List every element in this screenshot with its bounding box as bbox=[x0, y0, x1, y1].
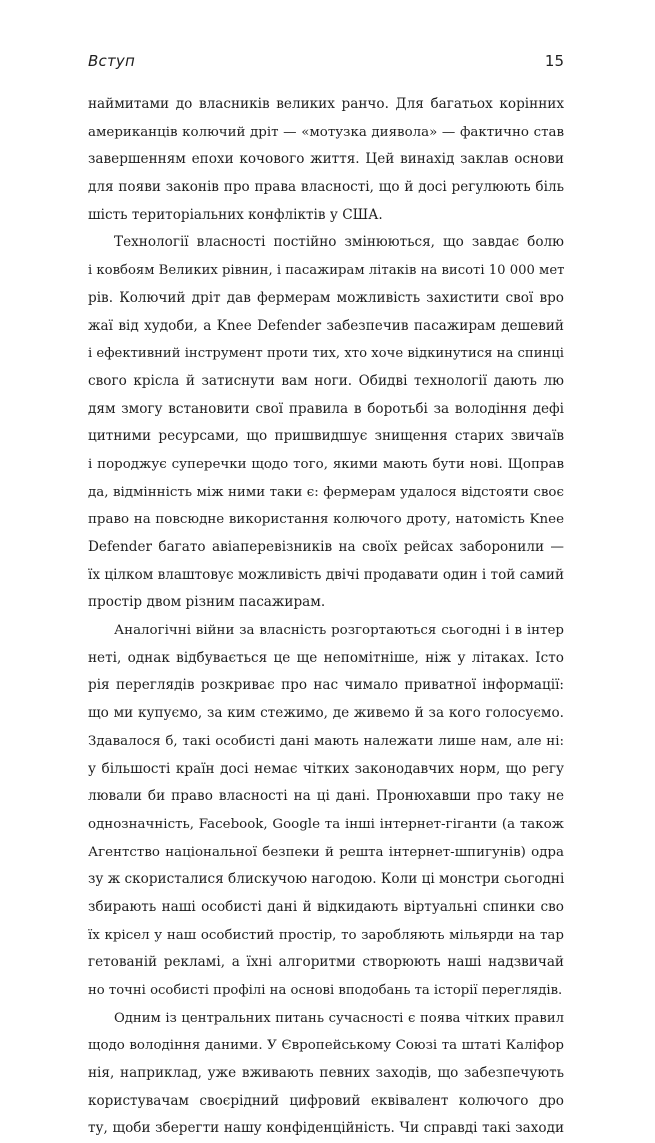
text-line: ту, щоби зберегти нашу конфіденційність. Чи справді такі заходи bbox=[88, 1120, 564, 1137]
text-line: свого крісла й затиснути вам ноги. Обидві технології дають лю bbox=[88, 372, 564, 389]
text-line: шість територіальних конфліктів у США. bbox=[88, 206, 383, 223]
text-line: Здавалося б, такі особисті дані мають належати лише нам, але ні: bbox=[88, 733, 564, 749]
text-line: неті, однак відбувається це ще непомітніше, ніж у літаках. Істо bbox=[88, 649, 564, 666]
text-line: да, відмінність між ними таки є: фермерам удалося відстояти своє bbox=[88, 484, 564, 500]
text-line: право на повсюдне використання колючого дроту, натомість Knee bbox=[88, 512, 564, 528]
text-line: Агентство національної безпеки й решта інтернет-шпигунів) одра bbox=[88, 844, 564, 860]
text-line: їх цілком влаштовує можливість двічі продавати один і той самий bbox=[88, 566, 565, 583]
text-line: дям змогу встановити свої правила в боротьбі за володіння дефі bbox=[88, 400, 564, 417]
text-line: рія переглядів розкриває про нас чимало приватної інформації: bbox=[88, 677, 564, 694]
text-line: но точні особисті профілі на основі вподобань та історії переглядів. bbox=[88, 983, 563, 998]
text-line: цитними ресурсами, що пришвидшує знищення старих звичаїв bbox=[88, 428, 564, 445]
text-line: зу ж скористалися блискучою нагодою. Коли ці монстри сьогодні bbox=[88, 871, 565, 888]
text-line: щодо володіння даними. У Європейському Союзі та штаті Каліфор bbox=[88, 1038, 564, 1054]
paragraph-first-line: Одним із центральних питань сучасності є поява чітких правил bbox=[114, 1010, 564, 1026]
text-line: Defender багато авіаперевізників на своїх рейсах заборонили — bbox=[88, 539, 564, 555]
text-line: завершенням епохи кочового життя. Цей винахід заклав основи bbox=[88, 151, 564, 168]
text-line: гетованій рекламі, а їхні алгоритми створюють наші надзвичай bbox=[88, 954, 564, 971]
paragraph-first-line: Технології власності постійно змінюються, що завдає болю bbox=[114, 234, 564, 251]
text-line: і ефективний інструмент проти тих, хто хоче відкинутися на спинці bbox=[88, 346, 564, 362]
text-line: і породжує суперечки щодо того, якими мають бути нові. Щоправ bbox=[88, 456, 564, 472]
text-line: користувачам своєрідний цифровий еквівалент колючого дро bbox=[88, 1092, 564, 1109]
paragraph-first-line: Аналогічні війни за власність розгортаються сьогодні і в інтер bbox=[114, 623, 564, 639]
page-number: 15 bbox=[544, 52, 564, 70]
text-line: у більшості країн досі немає чітких законодавчих норм, що регу bbox=[88, 760, 564, 777]
text-line: простір двом різним пасажирам. bbox=[88, 594, 326, 611]
text-line: нія, наприклад, уже вживають певних заходів, що забезпечують bbox=[88, 1065, 564, 1082]
body-text bbox=[88, 91, 564, 1143]
text-line: їх крісел у наш особистий простір, то заробляють мільярди на тар bbox=[88, 927, 564, 943]
text-line: однозначність, Facebook, Google та інші інтернет-гіганти (а також bbox=[88, 816, 564, 832]
text-line: і ковбоям Великих рівнин, і пасажирам літаків на висоті 10 000 мет bbox=[88, 263, 565, 279]
text-line: для появи законів про права власності, що й досі регулюють біль bbox=[88, 179, 564, 196]
running-head: Вступ bbox=[88, 52, 135, 70]
text-line: лювали би право власності на ці дані. Пронюхавши про таку не bbox=[88, 788, 564, 805]
text-line: збирають наші особисті дані й відкидають віртуальні спинки сво bbox=[88, 898, 564, 915]
text-line: жаї від худоби, а Knee Defender забезпечив пасажирам дешевий bbox=[88, 317, 564, 334]
text-line: що ми купуємо, за ким стежимо, де живемо й за кого голосуємо. bbox=[88, 705, 564, 722]
page-header bbox=[88, 52, 564, 76]
text-line: американців колючий дріт — «мотузка диявола» — фактично став bbox=[88, 124, 564, 140]
text-line: рів. Колючий дріт дав фермерам можливість захистити свої вро bbox=[88, 289, 564, 306]
text-line: наймитами до власників великих ранчо. Для багатьох корінних bbox=[88, 96, 564, 112]
